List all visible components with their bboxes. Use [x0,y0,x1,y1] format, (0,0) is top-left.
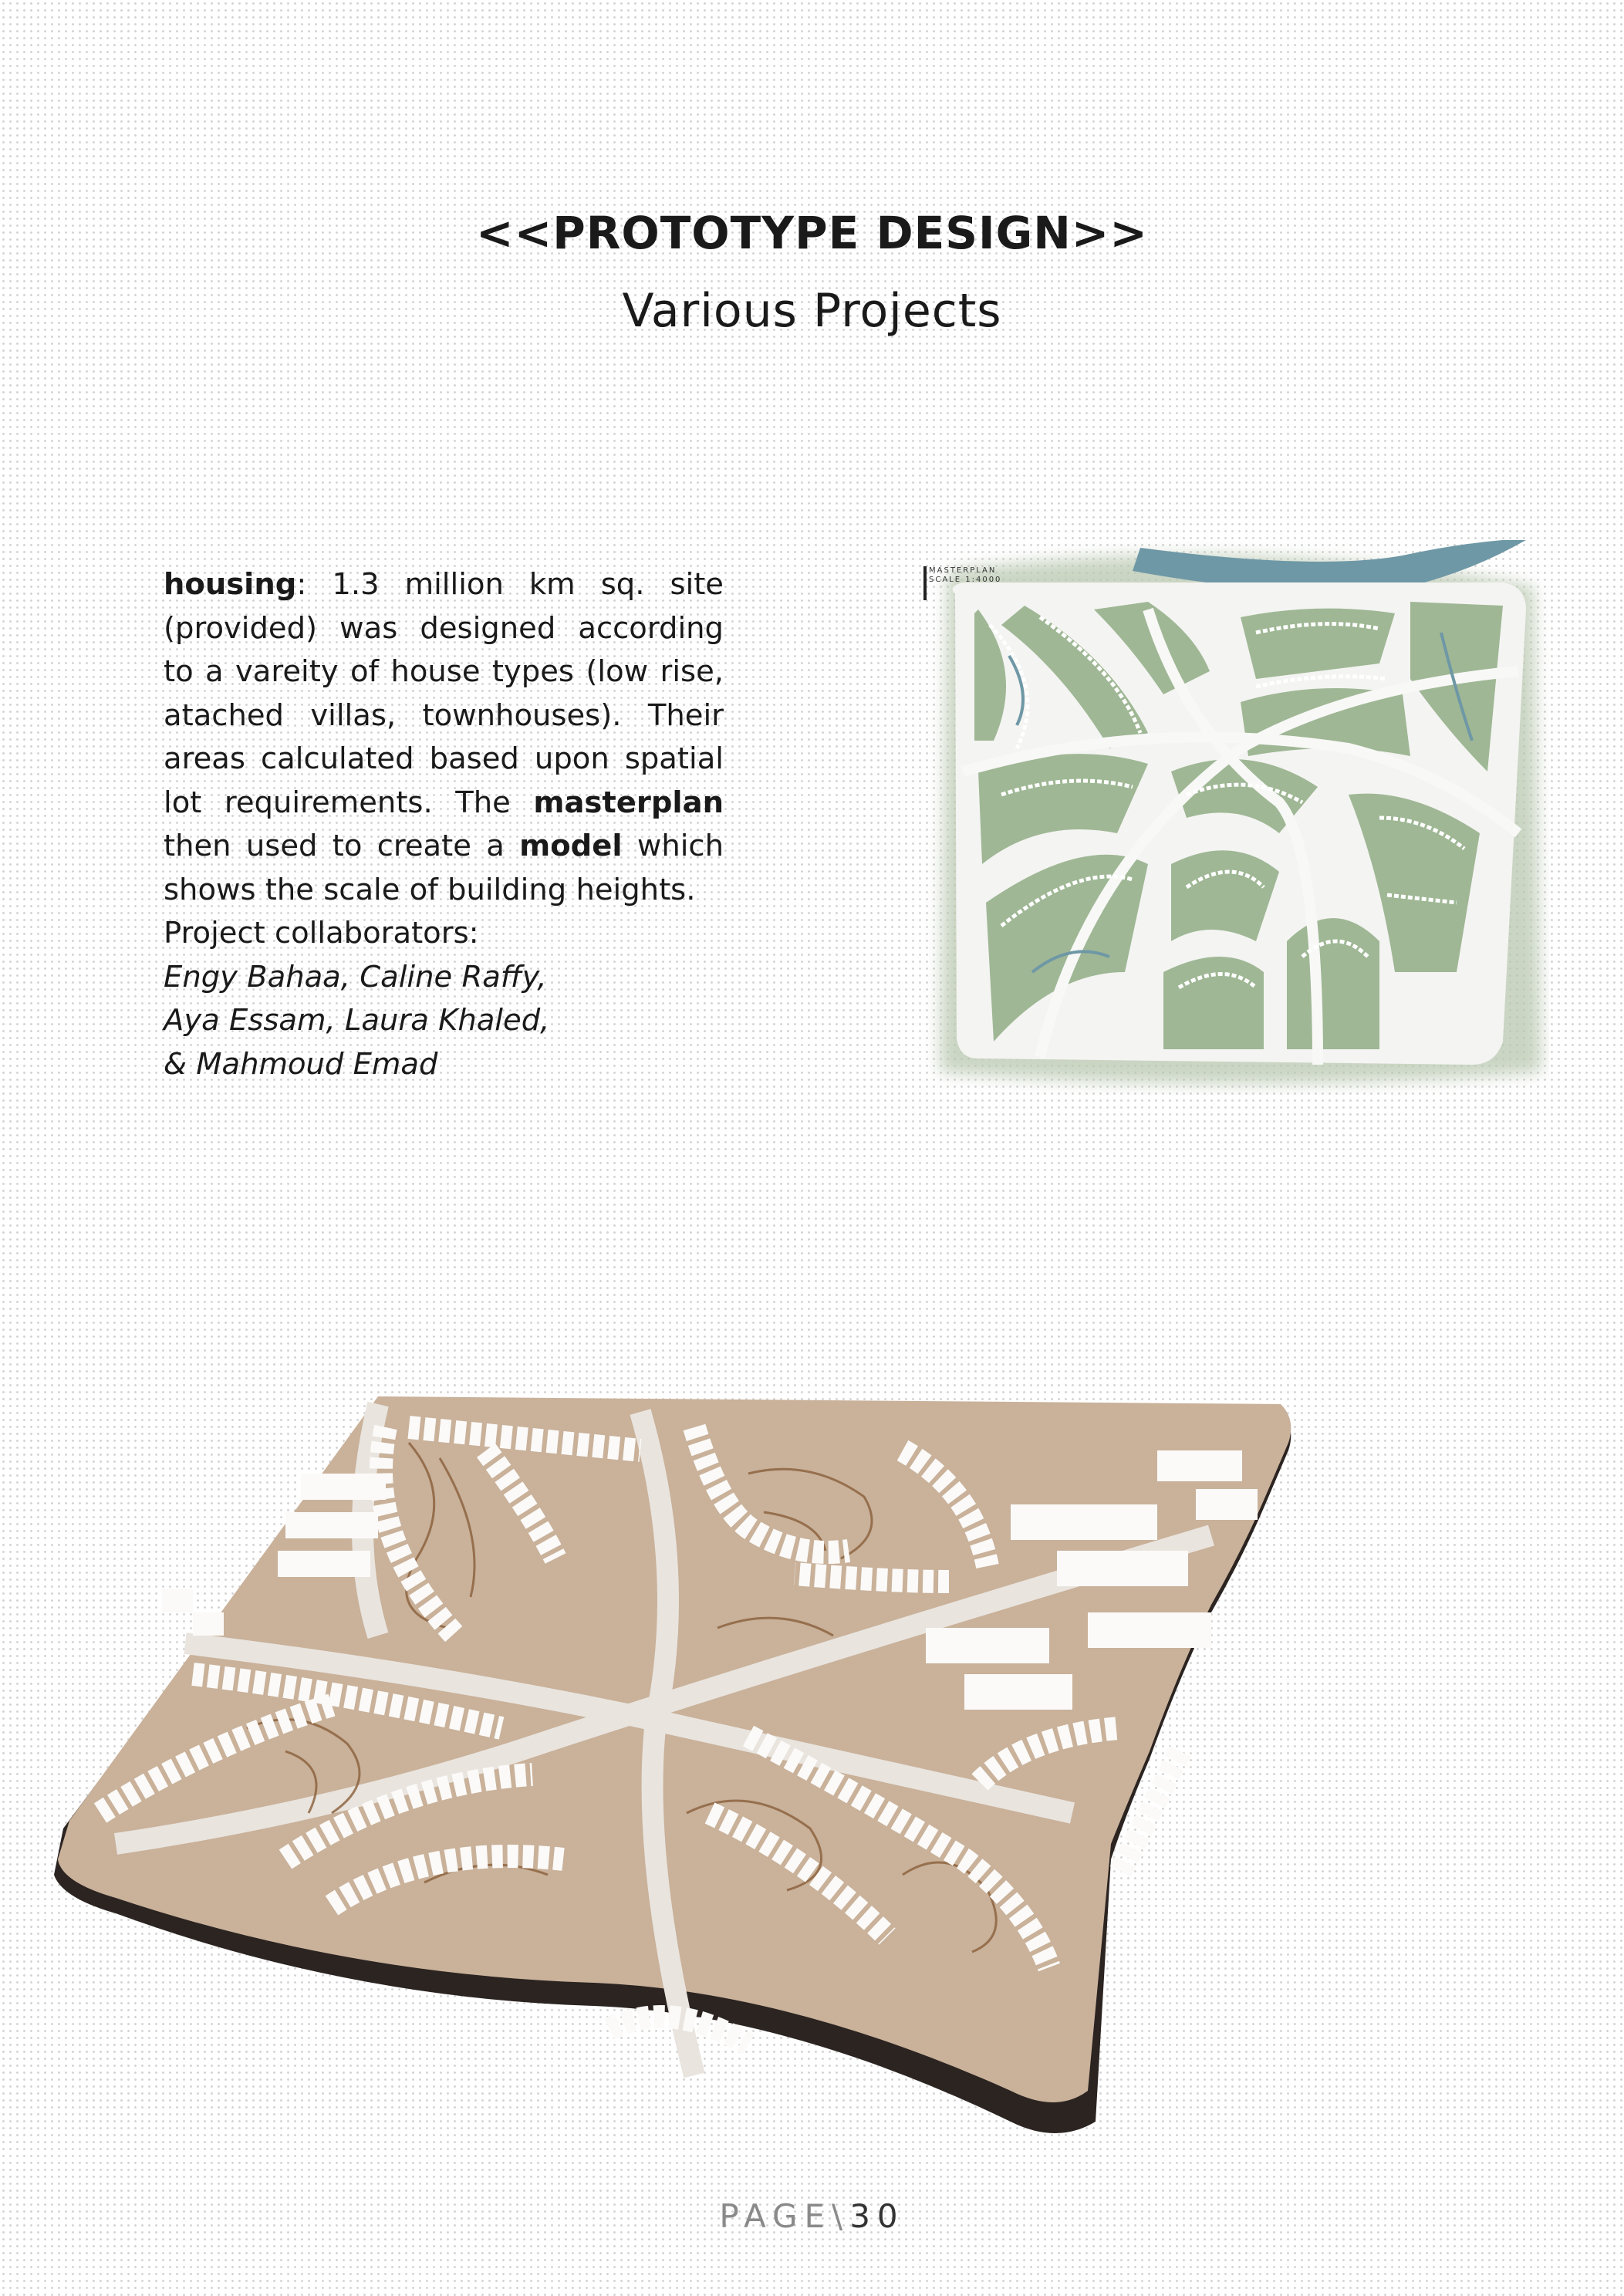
page-title: <<PROTOTYPE DESIGN>> [476,207,1148,259]
page-subtitle: Various Projects [622,284,1002,338]
collaborators-list [164,956,724,1087]
masterplan-label: MASTERPLAN SCALE 1:4000 [929,566,1002,584]
page-number-footer [0,2197,1624,2235]
masterplan-label-bar [923,566,927,600]
description-paragraph: housing: 1.3 million km sq. site (provided) was designed according to a vareity of house types (low rise, atached villas, townhouses). Their areas calculated based upon spatial lot requirements. The masterplan then used to create a model which shows the scale of building heights. [164,567,724,907]
physical-model-image [54,1381,1574,2145]
collaborator-line: & Mahmoud Emad [164,1046,438,1082]
collaborator-line: Aya Essam, Laura Khaled, [164,1003,550,1038]
collaborators-label: Project collaborators: [164,916,479,950]
masterplan-image [917,540,1549,1096]
page-label: PAGE\ [719,2197,850,2235]
collaborator-line: Engy Bahaa, Caline Raffy, [164,959,547,994]
project-description [164,563,724,1086]
masterplan-keyword: masterplan [533,785,724,820]
page-number: 30 [849,2197,905,2235]
model-keyword: model [519,829,623,863]
housing-keyword: housing [164,567,297,602]
